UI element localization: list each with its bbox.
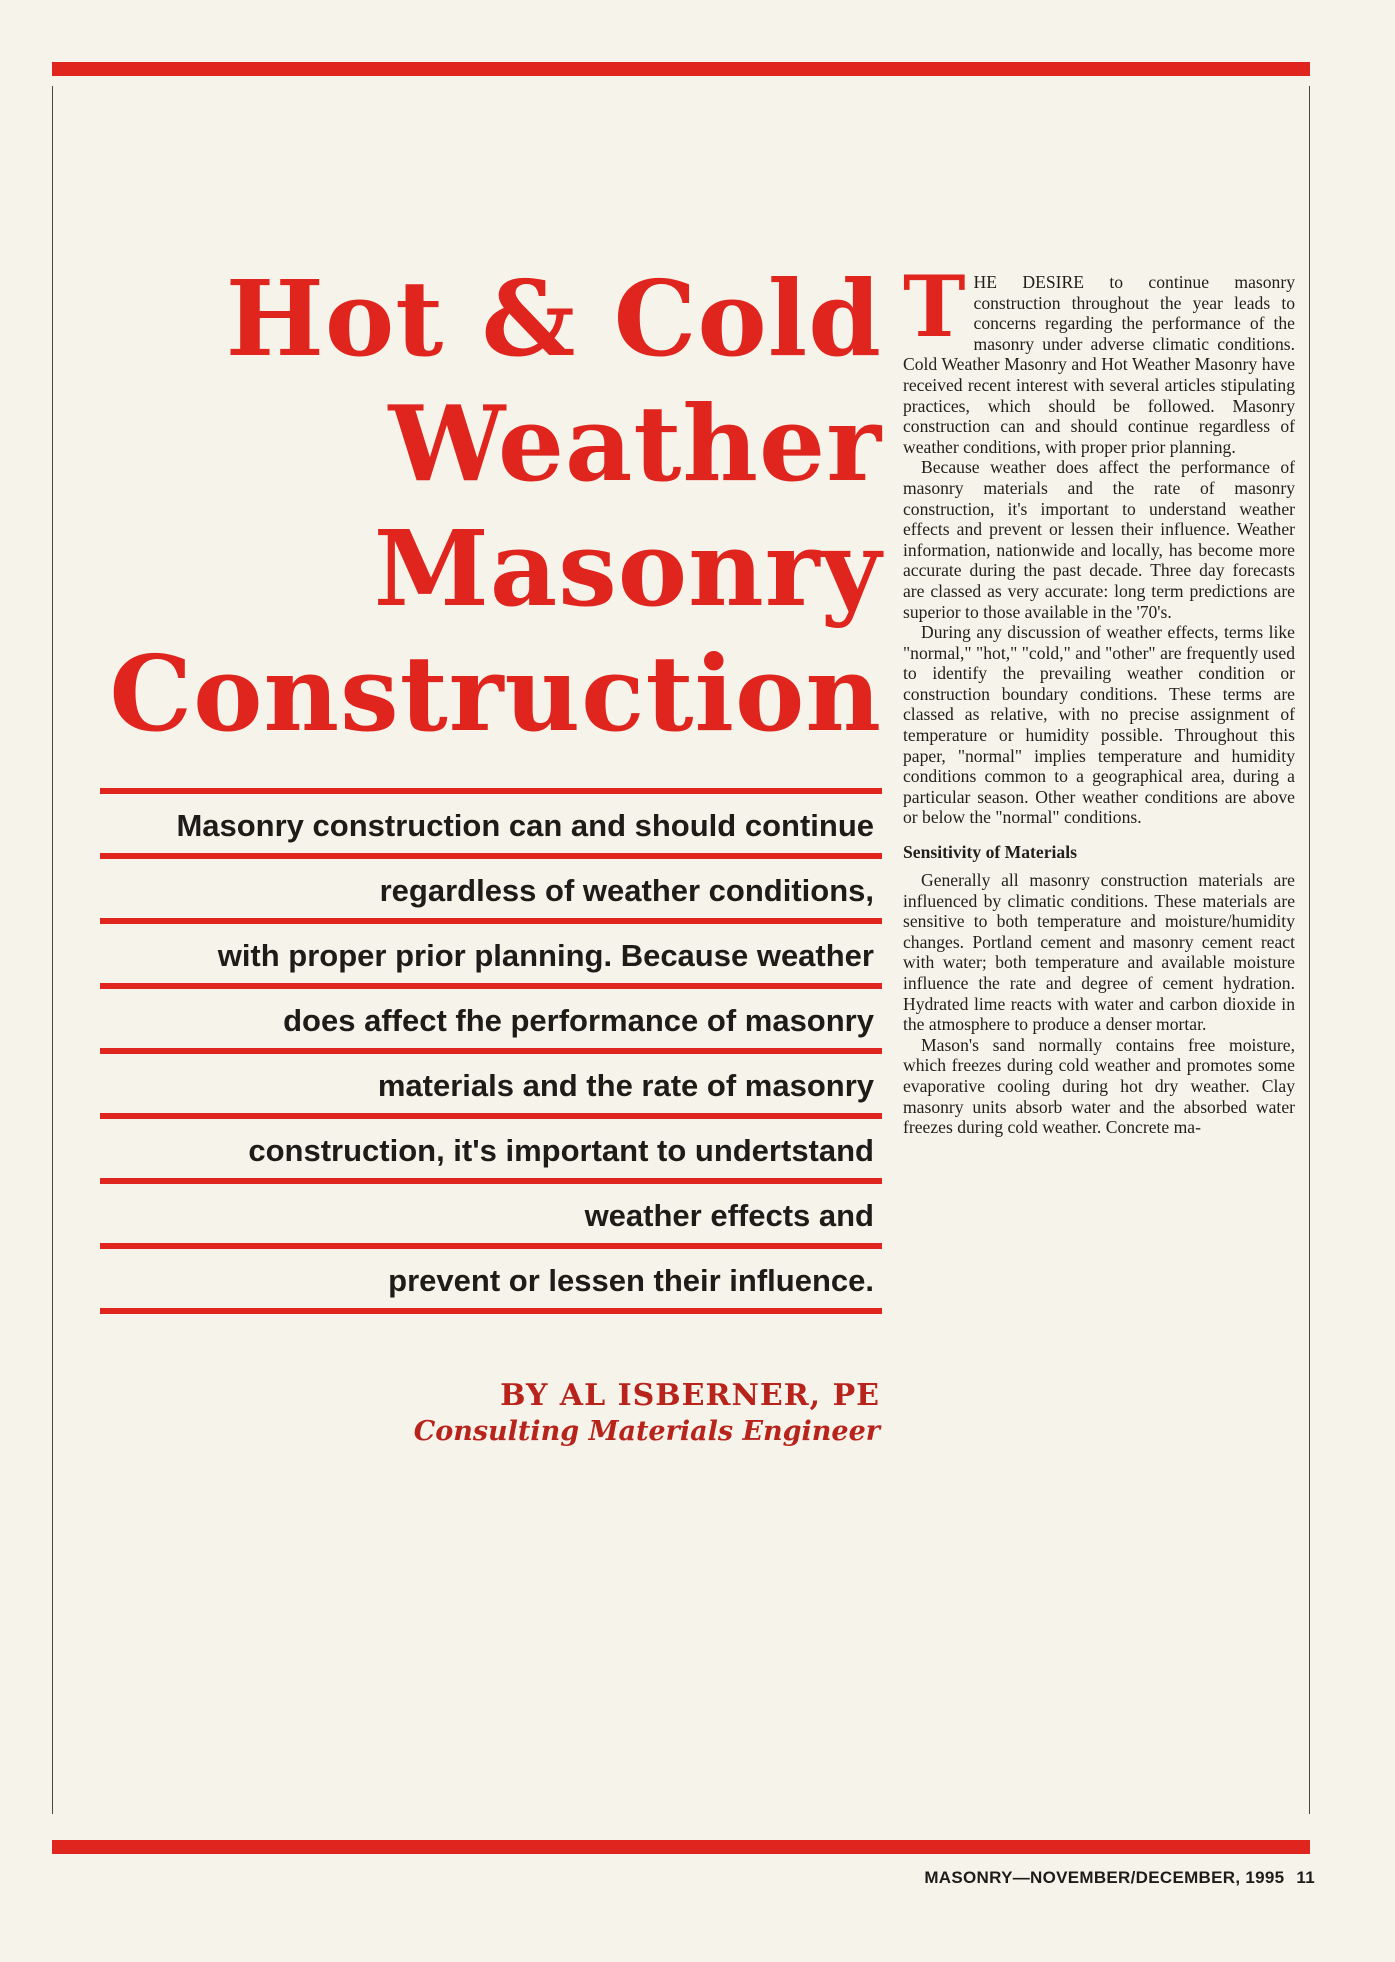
- deck-text: Masonry construction can and should continue: [176, 808, 874, 843]
- title-line: Construction: [109, 632, 882, 755]
- paragraph-text: HE DESIRE to continue masonry construction throughout the year leads to concerns regarding the performance of the masonry under adverse climatic conditions. Cold Weather Masonry and Hot Weather Masonry have received recent interest with several articles stipulating practices, which should be followed. Masonry construction can and should continue regardless of weather conditions, with proper prior planning.: [903, 272, 1295, 457]
- deck-line: [100, 918, 882, 983]
- bottom-red-rule: [52, 1840, 1310, 1854]
- page-footer: [924, 1868, 1315, 1888]
- body-paragraph: Because weather does affect the performance of masonry materials and the rate of masonry construction, it's important to understand weather effects and prevent or lessen their influence. Weather information, nationwide and locally, has become more accurate during the past decade. Three day forecasts are classed as very accurate: long term predictions are superior to those available in the '70's.: [903, 457, 1295, 622]
- body-paragraph: Mason's sand normally contains free moisture, which freezes during cold weather and promotes some evaporative cooling during hot dry weather. Clay masonry units absorb water and the absorbed water freezes during cold weather. Concrete ma-: [903, 1034, 1295, 1138]
- article-deck: [100, 788, 882, 1314]
- author-role: Consulting Materials Engineer: [413, 1416, 880, 1447]
- top-red-rule: [52, 62, 1310, 76]
- title-line: Weather: [388, 382, 882, 505]
- byline: [280, 1378, 880, 1450]
- page-number: 11: [1296, 1868, 1315, 1887]
- deck-line: [100, 1178, 882, 1243]
- body-paragraph: During any discussion of weather effects, terms like "normal," "hot," "cold," and "other" are frequently used to identify the prevailing weather condition or construction boundary conditions. These terms are classed as relative, with no precise assignment of temperature or humidity possible. Throughout this paper, "normal" implies temperature and humidity conditions common to a geographical area, during a particular season. Other weather conditions are above or below the "normal" conditions.: [903, 622, 1295, 828]
- body-column: [903, 257, 1295, 1138]
- deck-text: weather effects and: [584, 1198, 874, 1233]
- deck-text: with proper prior planning. Because weather: [217, 938, 874, 973]
- body-paragraph: [903, 257, 1295, 457]
- deck-text: regardless of weather conditions,: [379, 873, 874, 908]
- deck-text: materials and the rate of masonry: [377, 1068, 874, 1103]
- deck-line: [100, 853, 882, 918]
- title-line: Masonry: [373, 507, 882, 630]
- deck-text: prevent or lessen their influence.: [388, 1263, 874, 1298]
- deck-text: does affect fhe performance of masonry: [283, 1003, 874, 1038]
- section-heading: Sensitivity of Materials: [903, 842, 1077, 863]
- drop-cap: T: [903, 257, 966, 356]
- deck-line: [100, 788, 882, 853]
- article-title: [100, 256, 882, 756]
- title-line: Hot & Cold: [225, 257, 882, 380]
- author-name: BY AL ISBERNER, PE: [500, 1378, 880, 1413]
- body-paragraph: Generally all masonry construction materials are influenced by climatic conditions. These materials are sensitive to both temperature and moisture/humidity changes. Portland cement and masonry cement react with water; both temperature and available moisture influence the rate and degree of cement hydration. Hydrated lime reacts with water and carbon dioxide in the atmosphere to produce a denser mortar.: [903, 870, 1295, 1035]
- deck-line: [100, 1048, 882, 1113]
- deck-line: [100, 983, 882, 1048]
- deck-text: construction, it's important to undertstand: [248, 1133, 874, 1168]
- deck-line: [100, 1113, 882, 1178]
- deck-line: [100, 1243, 882, 1308]
- publication-info: MASONRY—NOVEMBER/DECEMBER, 1995: [924, 1868, 1285, 1887]
